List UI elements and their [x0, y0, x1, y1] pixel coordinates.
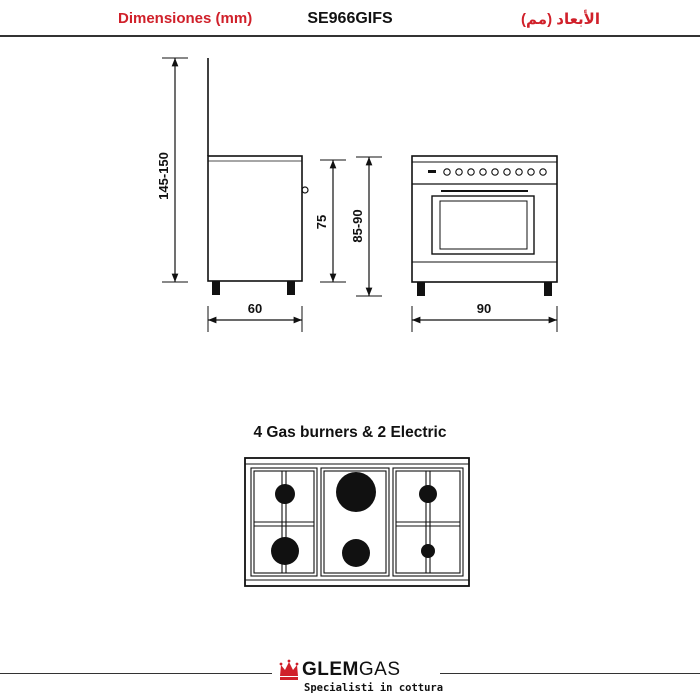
side-body	[208, 156, 302, 281]
dim-width-label: 90	[476, 301, 492, 316]
electric-plate-large-icon	[336, 472, 376, 512]
dim-body-height-label: 75	[314, 214, 329, 230]
knob-icon	[468, 169, 474, 175]
front-foot-right	[544, 282, 552, 296]
dimensions-label-arabic: الأبعاد (مم)	[521, 11, 600, 28]
knob-icon	[540, 169, 546, 175]
front-foot-left	[417, 282, 425, 296]
gas-burner-rear-left-icon	[271, 537, 299, 565]
knob-icon	[516, 169, 522, 175]
front-logo-mark	[428, 170, 436, 173]
knob-icon	[444, 169, 450, 175]
crown-icon	[278, 658, 300, 682]
gas-burner-front-right-icon	[419, 485, 437, 503]
oven-door-frame	[432, 196, 534, 254]
knob-icon	[492, 169, 498, 175]
footer-divider-left	[0, 673, 272, 674]
footer-divider-right	[440, 673, 700, 674]
knob-icon	[528, 169, 534, 175]
side-knob	[302, 187, 308, 193]
front-view	[412, 156, 557, 296]
gas-burner-rear-right-icon	[421, 544, 435, 558]
side-foot-right	[287, 281, 295, 295]
hob-title: 4 Gas burners & 2 Electric	[253, 424, 447, 441]
gas-burner-front-left-icon	[275, 484, 295, 504]
dim-depth-label: 60	[247, 301, 263, 316]
right-pan-support	[393, 468, 463, 576]
dimensions-label: Dimensiones (mm)	[118, 10, 253, 27]
brand-tagline: Specialisti in cottura	[304, 682, 444, 694]
hob-layout	[245, 458, 469, 586]
knob-icon	[504, 169, 510, 175]
electric-plate-small-icon	[342, 539, 370, 567]
oven-window	[440, 201, 527, 249]
side-view	[208, 58, 308, 295]
side-foot-left	[212, 281, 220, 295]
knob-icon	[456, 169, 462, 175]
dim-total-height-label: 85-90	[350, 209, 365, 243]
brand-logo-text: GLEMGAS	[302, 659, 401, 680]
dim-height-adjustable-label: 145-150	[156, 152, 171, 200]
model-title: SE966GIFS	[307, 10, 393, 27]
control-knobs	[444, 169, 546, 175]
knob-icon	[480, 169, 486, 175]
